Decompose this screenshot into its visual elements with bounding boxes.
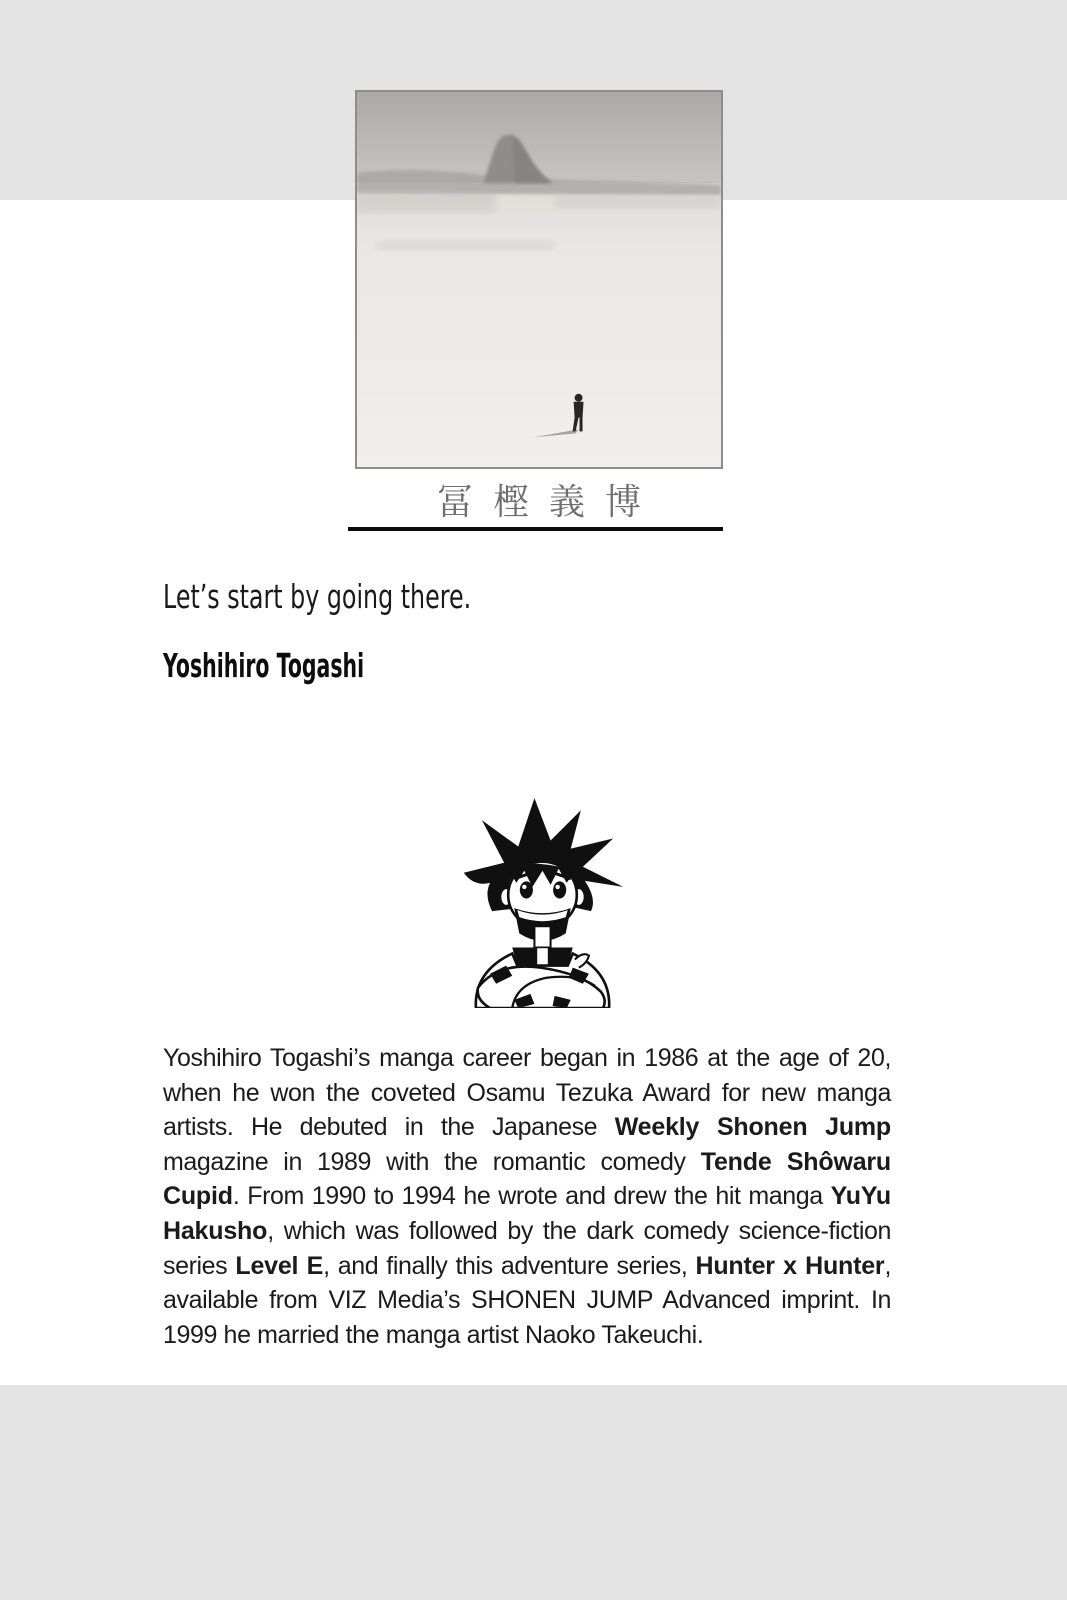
gon-neck: [534, 926, 550, 947]
bio-text: . From 1990 to 1994 he wrote and drew the hit manga: [232, 1182, 831, 1211]
divider-rule: [348, 527, 723, 531]
desert-landscape-image: [357, 92, 721, 467]
bio-text: , available from VIZ Media’s SHONEN JUMP Advanced imprint. In 1999 he married the manga artist Naoko Takeuchi.: [163, 1251, 891, 1349]
author-name: Yoshihiro Togashi: [163, 646, 365, 685]
photo-sand-streak: [555, 195, 721, 209]
bio-work-title: Tende Shôwaru Cupid: [163, 1147, 891, 1211]
gon-eye: [520, 881, 533, 898]
author-name-kanji: 冨樫義博: [436, 482, 661, 523]
author-photo: [355, 90, 723, 469]
bio-work-title: Weekly Shonen Jump: [614, 1113, 892, 1142]
bio-text: magazine in 1989 with the romantic comedy: [163, 1147, 701, 1176]
bio-work-title: Level E: [235, 1251, 324, 1280]
bio-work-title: YuYu Hakusho: [163, 1182, 891, 1245]
gon-illustration: [452, 786, 632, 1008]
bio-text: , which was followed by the dark comedy science-fiction series: [163, 1216, 891, 1280]
bio-work-title: Hunter x Hunter: [695, 1251, 885, 1280]
photo-sand-streak: [357, 191, 495, 213]
gon-character-drawing: [452, 786, 632, 1008]
gon-eye: [553, 881, 566, 898]
photo-sand: [357, 183, 721, 467]
gon-collar-stripe: [536, 947, 548, 965]
bio-paragraph: [163, 1041, 891, 1352]
bio-text: , and finally this adventure series,: [323, 1251, 696, 1280]
bottom-gray-band: [0, 1385, 1067, 1600]
gon-eye-highlight: [522, 885, 526, 889]
bio-text: Yoshihiro Togashi’s manga career began in 1986 at the age of 20, when he won the coveted Osamu Tezuka Award for new manga artists. He debuted in the Japanese: [163, 1044, 891, 1142]
gon-eye-highlight: [555, 885, 559, 889]
photo-sand-streak: [377, 240, 555, 250]
author-quote: Let’s start by going there.: [163, 577, 472, 616]
